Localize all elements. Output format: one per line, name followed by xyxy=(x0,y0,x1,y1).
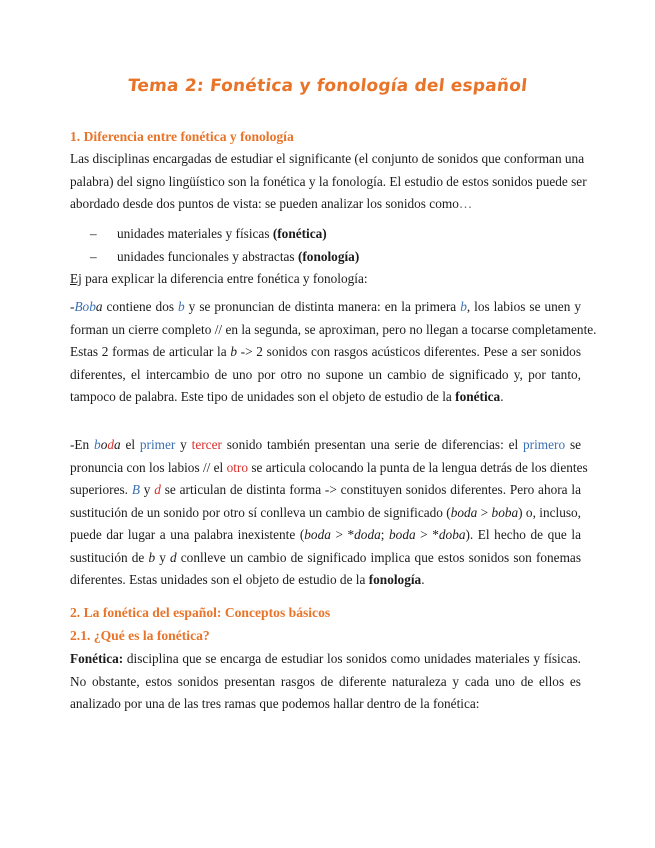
text: se articula colocando la punta de la lengua detrás de los dientes xyxy=(248,459,588,475)
text: Estas 2 formas de articular la xyxy=(70,344,231,359)
s2-line-2: No obstante, estos sonidos presentan rasgos de diferente naturaleza y cada uno de ellos es xyxy=(70,673,581,689)
section-2-1-paragraph xyxy=(70,648,581,716)
text: > * xyxy=(415,527,439,542)
text: diferentes. Estas unidades son el objeto de estudio de la xyxy=(70,572,369,587)
text: > * xyxy=(330,527,355,542)
p2-line-1 xyxy=(70,434,581,457)
word-boba: boba xyxy=(491,504,519,520)
term-fonologia: fonología xyxy=(368,572,422,587)
section-1-intro xyxy=(70,148,587,216)
ej-abbrev: Ej xyxy=(70,271,82,286)
section-2-heading: 2. La fonética del español: Conceptos básicos xyxy=(70,605,331,620)
intro-line-1: Las disciplinas encargadas de estudiar el significante (el conjunto de sonidos que conforman una xyxy=(70,151,585,166)
text: -> 2 sonidos con rasgos acústicos diferentes. Pese a ser sonidos xyxy=(236,344,582,359)
text: ; xyxy=(380,527,390,542)
word-doba: doba xyxy=(438,527,466,542)
ellipsis: … xyxy=(458,196,473,211)
text: y xyxy=(175,437,192,452)
text: . xyxy=(421,572,425,587)
text: el xyxy=(120,437,140,452)
word-primero: primero xyxy=(523,437,566,452)
p2-line-5 xyxy=(70,524,581,547)
text: y se pronuncian de distinta manera: en la primera xyxy=(184,299,461,314)
text: se articulan de distinta forma -> constituyen sonidos diferentes. Pero ahora la xyxy=(160,482,582,497)
word-boda-b: b xyxy=(94,437,101,452)
text: se xyxy=(565,437,582,452)
word-boda: boda xyxy=(389,527,416,542)
letter-B: B xyxy=(131,482,140,497)
example-intro xyxy=(70,268,581,291)
p2-line-3 xyxy=(70,479,581,502)
example-paragraph-1 xyxy=(70,296,597,409)
bullet-bold: (fonética) xyxy=(272,226,327,241)
dash: - xyxy=(70,299,75,314)
text: ) o, incluso, xyxy=(518,504,581,520)
intro-line-3 xyxy=(70,193,581,216)
text: , los labios se unen y xyxy=(466,299,581,314)
bullet-dash: – xyxy=(90,249,97,264)
p1-line-3 xyxy=(70,341,581,364)
bullet-dash: – xyxy=(90,226,97,241)
bullet-text: unidades funcionales y abstractas xyxy=(117,249,298,264)
p1-line-4: diferentes, el intercambio de uno por otro no supone un cambio de significado y, por tanto, xyxy=(70,366,581,382)
p1-line-1 xyxy=(70,296,581,319)
word-boda: boda xyxy=(450,504,478,520)
list-item-fonologia xyxy=(90,249,359,265)
letter-b: b xyxy=(460,299,467,314)
text: superiores. xyxy=(70,482,132,497)
text: contiene dos xyxy=(102,299,179,314)
word-boda-a: a xyxy=(114,437,121,452)
s2-line-3: analizado por una de las tres ramas que podemos hallar dentro de la fonética: xyxy=(70,696,480,711)
letter-b: b xyxy=(178,299,185,314)
term-fonetica: fonética xyxy=(455,389,501,404)
word-boda-d: d xyxy=(107,437,114,452)
p1-line-5 xyxy=(70,386,581,409)
text: > xyxy=(477,504,492,520)
word-boda: boda xyxy=(304,527,331,542)
section-2-1-heading: 2.1. ¿Qué es la fonética? xyxy=(70,628,210,643)
bullet-text: unidades materiales y físicas xyxy=(117,226,273,241)
word-otro: otro xyxy=(226,459,248,475)
word-primer: primer xyxy=(139,437,176,452)
text: y xyxy=(139,482,155,497)
text: -En xyxy=(70,437,95,452)
list-item-fonetica xyxy=(90,226,327,242)
text: y xyxy=(155,549,170,565)
ej-text: para explicar la diferencia entre fonética y fonología: xyxy=(81,271,368,286)
word-boda-o: o xyxy=(100,437,108,452)
term-fonetica-def: Fonética: xyxy=(70,651,124,666)
intro-line-2: palabra) del signo lingüístico son la fonética y la fonología. El estudio de estos sonidos puede ser xyxy=(70,173,587,189)
text: . xyxy=(500,389,504,404)
p1-line-2: forman un cierre completo // en la segunda, se aproximan, pero no llegan a tocarse completamente. xyxy=(70,321,597,337)
text: ). El hecho de que la xyxy=(465,527,581,542)
bullet-bold: (fonología) xyxy=(297,249,360,264)
word-doda: doda xyxy=(354,527,381,542)
document-title: Tema 2: Fonética y fonología del español xyxy=(126,76,529,96)
p2-line-4 xyxy=(70,502,581,525)
text: sonido también presentan una serie de diferencias: el xyxy=(221,437,524,452)
letter-b: b xyxy=(230,344,237,359)
s2-line-1 xyxy=(70,648,581,671)
word-boba-bob: Bob xyxy=(74,299,96,314)
text: conlleve un cambio de significado implica que estos sonidos son fonemas xyxy=(176,549,582,565)
letter-d: d xyxy=(154,482,161,497)
text: tampoco de palabra. Este tipo de unidades son el objeto de estudio de la xyxy=(70,389,456,404)
section-1-heading: 1. Diferencia entre fonética y fonología xyxy=(70,129,294,144)
p2-line-6 xyxy=(70,547,581,570)
text: sustitución de xyxy=(70,549,149,565)
intro-line-3-text: abordado desde dos puntos de vista: se pueden analizar los sonidos como xyxy=(70,196,459,211)
letter-b: b xyxy=(148,549,156,565)
text: sustitución de un sonido por otro sí conlleva un cambio de significado ( xyxy=(70,504,451,520)
text: pronuncia con los labios // el xyxy=(70,459,227,475)
example-paragraph-2 xyxy=(70,434,588,592)
word-boba-a: a xyxy=(95,299,103,314)
p2-line-7 xyxy=(70,569,581,592)
word-tercer: tercer xyxy=(191,437,222,452)
text: disciplina que se encarga de estudiar los sonidos como unidades materiales y físicas. xyxy=(123,651,581,666)
p2-line-2 xyxy=(70,457,588,480)
text: puede dar lugar a una palabra inexistente ( xyxy=(70,527,305,542)
letter-d: d xyxy=(170,549,177,565)
